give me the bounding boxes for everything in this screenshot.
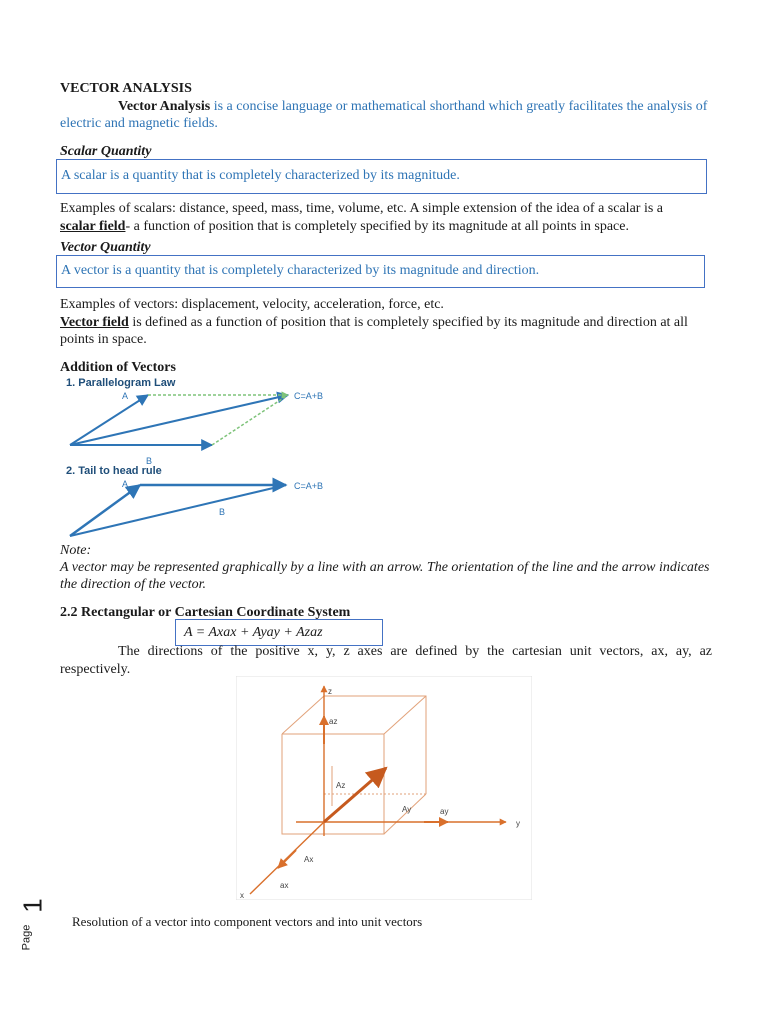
- rule1-label: 1. Parallelogram Law: [66, 377, 176, 389]
- scalar-field-text: - a function of position that is completely specified by its magnitude at all points in space.: [125, 219, 629, 234]
- vector-definition-box: [56, 255, 705, 288]
- section-text-1: The directions of the positive x, y, z axes are defined by the cartesian unit vectors, ax, ay, az: [118, 644, 712, 659]
- dashed-b-line: [212, 395, 288, 445]
- note-label: Note:: [60, 543, 92, 558]
- az-label: az: [329, 717, 338, 726]
- note-text: A vector may be represented graphically by a line with an arrow. The orientation of the line and the arrow indicates the direction of the vector.: [60, 560, 710, 592]
- Ax-label: Ax: [304, 855, 314, 864]
- scalar-definition: A scalar is a quantity that is completely characterized by its magnitude.: [61, 168, 460, 183]
- vector-addition-figure: [60, 374, 360, 544]
- label-c1: C=A+B: [294, 391, 324, 401]
- intro-text: is a concise language or mathematical shorthand which greatly facilitates the analysis of electric and magnetic fields.: [60, 99, 708, 131]
- x-axis-label: x: [240, 891, 244, 900]
- scalar-field-term: scalar field: [60, 219, 126, 234]
- page-title: VECTOR ANALYSIS: [60, 81, 192, 96]
- page-word: Page: [20, 924, 33, 951]
- scalar-definition-box: [56, 159, 707, 194]
- ay-label: ay: [440, 807, 449, 816]
- vector-definition: A vector is a quantity that is completely characterized by its magnitude and direction.: [61, 263, 540, 278]
- vector-a-line: [70, 395, 148, 445]
- vector-field-text: is defined as a function of position that is completely specified by its magnitude and direction at all points in space.: [60, 315, 688, 347]
- label-a1: A: [122, 391, 129, 401]
- page-digit: 1: [17, 898, 48, 913]
- addition-heading: Addition of Vectors: [60, 360, 176, 375]
- z-axis-label: z: [328, 687, 332, 696]
- Az-label: Az: [336, 781, 346, 790]
- unit-ax: [278, 850, 296, 868]
- formula-box: [175, 619, 383, 646]
- section-heading: 2.2 Rectangular or Cartesian Coordinate System: [60, 605, 351, 620]
- formula-text: A = Axax + Ayay + Azaz: [184, 625, 323, 640]
- y-axis-label: y: [516, 819, 520, 828]
- scalar-examples-text: Examples of scalars: distance, speed, mass, time, volume, etc. A simple extension of the idea of a scalar is a: [60, 201, 663, 216]
- ax-label: ax: [280, 881, 289, 890]
- formula: [184, 624, 323, 641]
- scalar-field-line: [60, 218, 712, 235]
- rule2-label: 2. Tail to head rule: [66, 465, 162, 477]
- section-text-line1: [60, 643, 712, 660]
- vector-field-paragraph: [60, 314, 712, 348]
- vector-c2-line: [70, 485, 286, 536]
- label-a2: A: [122, 479, 129, 489]
- intro-paragraph: [60, 98, 710, 132]
- vector-examples: Examples of vectors: displacement, velocity, acceleration, force, etc.: [60, 297, 444, 312]
- scalar-examples: [60, 200, 712, 217]
- label-c2: C=A+B: [294, 481, 324, 491]
- vector-a: [324, 768, 386, 822]
- figure-caption: Resolution of a vector into component vectors and into unit vectors: [72, 914, 423, 929]
- vector-c-line: [70, 395, 288, 445]
- scalar-heading: Scalar Quantity: [60, 144, 152, 159]
- label-b1: B: [146, 456, 153, 466]
- coordinate-figure: [236, 676, 532, 900]
- section-text-line2: respectively.: [60, 662, 131, 677]
- vector-heading: Vector Quantity: [60, 240, 151, 255]
- label-b2: B: [219, 507, 226, 517]
- Ay-label: Ay: [402, 805, 412, 814]
- intro-term: Vector Analysis: [118, 99, 211, 114]
- page-number: [17, 895, 62, 965]
- vector-field-term: Vector field: [60, 315, 129, 330]
